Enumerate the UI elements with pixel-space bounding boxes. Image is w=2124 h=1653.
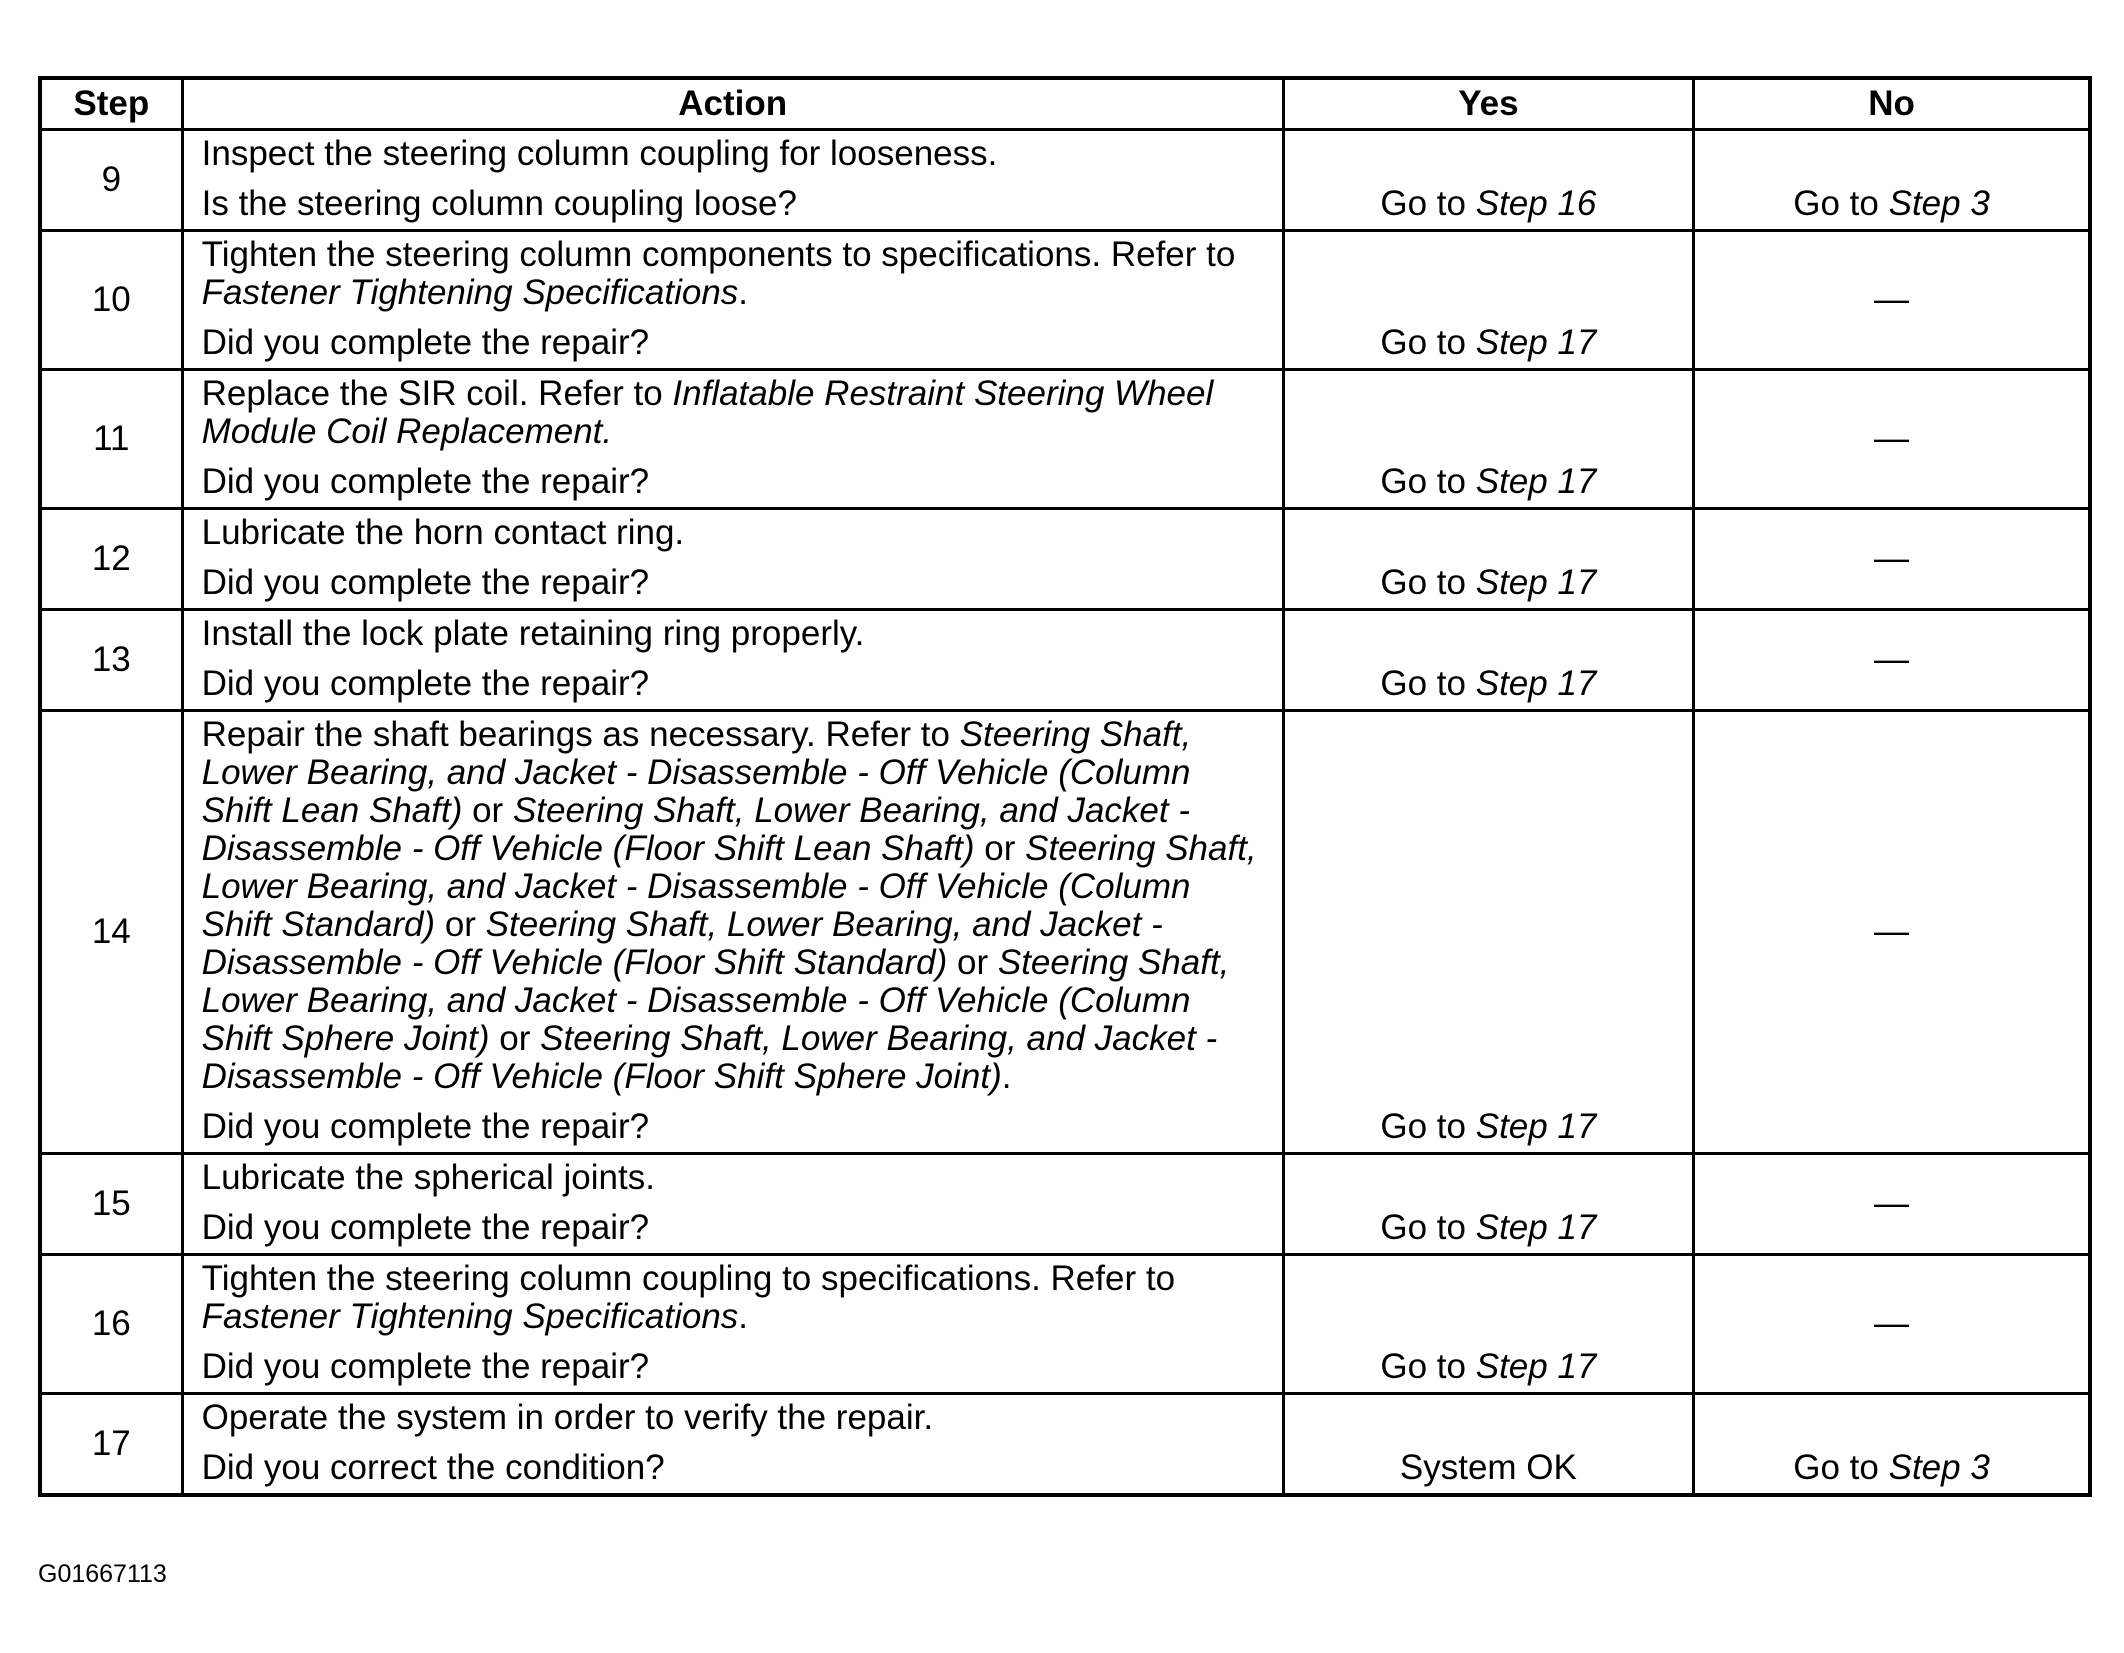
yes-cell [1283,231,1693,370]
header-yes: Yes [1283,78,1693,130]
question-text: Did you complete the repair? [201,323,650,362]
action-text-run: or [435,905,486,944]
action-text-run: Inflatable Restraint Steering Wheel Module Coil Replacement. [201,374,1214,451]
no-cell [1694,130,2090,231]
question-text: Did you complete the repair? [201,1347,650,1386]
question-text: Did you correct the condition? [201,1448,665,1487]
step-number: 13 [40,610,182,711]
action-text [202,716,1264,1096]
no-cell [1694,370,2090,509]
header-action: Action [182,78,1283,130]
yes-text-run: Go to [1380,563,1476,602]
action-text-run: Lubricate the spherical joints. [201,1158,655,1197]
no-text-run: Step 3 [1888,1448,1990,1487]
yes-cell [1283,130,1693,231]
table-row [40,711,2090,1154]
yes-text-run: Step 17 [1475,1347,1597,1386]
step-number: 9 [40,130,182,231]
yes-cell [1283,370,1693,509]
step-number: 16 [40,1255,182,1394]
no-text-run: Step 3 [1888,184,1990,223]
header-no: No [1694,78,2090,130]
no-cell [1694,711,2090,1154]
no-text-run: — [1874,640,1910,679]
yes-text-run: System OK [1399,1448,1577,1487]
action-cell [182,1394,1283,1496]
yes-cell [1283,1255,1693,1394]
yes-cell [1283,711,1693,1154]
yes-text-run: Go to [1380,1107,1476,1146]
yes-text-run: Step 17 [1475,664,1597,703]
table-body [40,130,2090,1496]
action-text-run: Steering Shaft, Lower Bearing, and Jacket - Disassemble - Off Vehicle (Floor Shift Sphere Joint) [201,1019,1218,1096]
action-text [202,1159,1264,1197]
yes-text-run: Go to [1380,184,1476,223]
action-text-run: . [738,273,749,312]
figure-id: G01667113 [38,1560,167,1588]
question-text: Did you complete the repair? [201,462,650,501]
question-text: Did you complete the repair? [201,563,650,602]
question-text: Did you complete the repair? [201,664,650,703]
yes-text-run: Go to [1380,1347,1476,1386]
no-text-run: Go to [1793,1448,1889,1487]
action-text-run: Lubricate the horn contact ring. [201,513,685,552]
no-cell [1694,1394,2090,1496]
question-text: Did you complete the repair? [201,1208,650,1247]
action-text-run: Steering Shaft, Lower Bearing, and Jacket - Disassemble - Off Vehicle (Column Shift Lean Shaft) [201,715,1192,830]
action-text-run: Tighten the steering column components to specifications. Refer to [201,235,1236,274]
action-text-run: or [489,1019,541,1058]
table-row [40,130,2090,231]
action-text [202,1260,1264,1336]
action-text-run: . [738,1297,749,1336]
step-number: 12 [40,509,182,610]
action-text-run: Tighten the steering column coupling to specifications. Refer to [201,1259,1176,1298]
action-text [202,236,1264,312]
table-row [40,509,2090,610]
action-text-run: Steering Shaft, Lower Bearing, and Jacket - Disassemble - Off Vehicle (Column Shift Sphere Joint) [201,943,1230,1058]
action-cell [182,610,1283,711]
table-row [40,231,2090,370]
no-text-run: — [1874,419,1910,458]
action-text-run: Steering Shaft, Lower Bearing, and Jacket - Disassemble - Off Vehicle (Floor Shift Standard) [201,905,1163,982]
step-number: 17 [40,1394,182,1496]
no-text-run: — [1874,912,1910,951]
no-cell [1694,610,2090,711]
action-text-run: or [947,943,998,982]
action-cell [182,370,1283,509]
table-row [40,1154,2090,1255]
diagnostic-table [38,76,2092,1497]
no-cell [1694,231,2090,370]
action-text-run: . [1001,1057,1012,1096]
yes-cell [1283,1394,1693,1496]
action-text-run: Steering Shaft, Lower Bearing, and Jacket - Disassemble - Off Vehicle (Floor Shift Lean Shaft) [201,791,1190,868]
yes-cell [1283,509,1693,610]
action-text-run: Inspect the steering column coupling for looseness. [201,134,998,173]
no-cell [1694,1255,2090,1394]
action-text-run: or [974,829,1026,868]
question-text: Is the steering column coupling loose? [201,184,797,223]
action-cell [182,1154,1283,1255]
action-text [202,514,1264,552]
action-text [202,135,1264,173]
table-row [40,1394,2090,1496]
action-text-run: Install the lock plate retaining ring properly. [201,614,865,653]
step-number: 15 [40,1154,182,1255]
no-text-run: — [1874,1184,1910,1223]
action-text-run: Replace the SIR coil. Refer to [201,374,673,413]
action-text-run: Fastener Tightening Specifications [201,273,739,312]
action-text-run: Fastener Tightening Specifications [201,1297,739,1336]
yes-text-run: Step 17 [1475,462,1597,501]
yes-cell [1283,1154,1693,1255]
question-text: Did you complete the repair? [201,1107,650,1146]
no-text-run: — [1874,280,1910,319]
table-row [40,1255,2090,1394]
table-row [40,610,2090,711]
header-step: Step [40,78,182,130]
yes-text-run: Step 17 [1475,323,1597,362]
yes-text-run: Step 17 [1475,1107,1597,1146]
no-text-run: Go to [1793,184,1889,223]
action-text [202,1399,1264,1437]
action-text [202,375,1264,451]
action-cell [182,711,1283,1154]
yes-text-run: Step 17 [1475,1208,1597,1247]
table-row [40,370,2090,509]
yes-text-run: Go to [1380,462,1476,501]
yes-text-run: Step 17 [1475,563,1597,602]
yes-text-run: Go to [1380,1208,1476,1247]
action-text-run: or [462,791,513,830]
step-number: 11 [40,370,182,509]
action-cell [182,509,1283,610]
yes-text-run: Go to [1380,664,1476,703]
no-text-run: — [1874,539,1910,578]
yes-text-run: Step 16 [1475,184,1597,223]
no-cell [1694,509,2090,610]
no-text-run: — [1874,1304,1910,1343]
yes-text-run: Go to [1380,323,1476,362]
step-number: 10 [40,231,182,370]
action-cell [182,1255,1283,1394]
step-number: 14 [40,711,182,1154]
action-text-run: Repair the shaft bearings as necessary. Refer to [201,715,960,754]
action-text-run: Steering Shaft, Lower Bearing, and Jacket - Disassemble - Off Vehicle (Column Shift Standard) [201,829,1257,944]
no-cell [1694,1154,2090,1255]
action-cell [182,130,1283,231]
table-header-row [40,78,2090,130]
action-cell [182,231,1283,370]
action-text-run: Operate the system in order to verify the repair. [201,1398,934,1437]
yes-cell [1283,610,1693,711]
action-text [202,615,1264,653]
